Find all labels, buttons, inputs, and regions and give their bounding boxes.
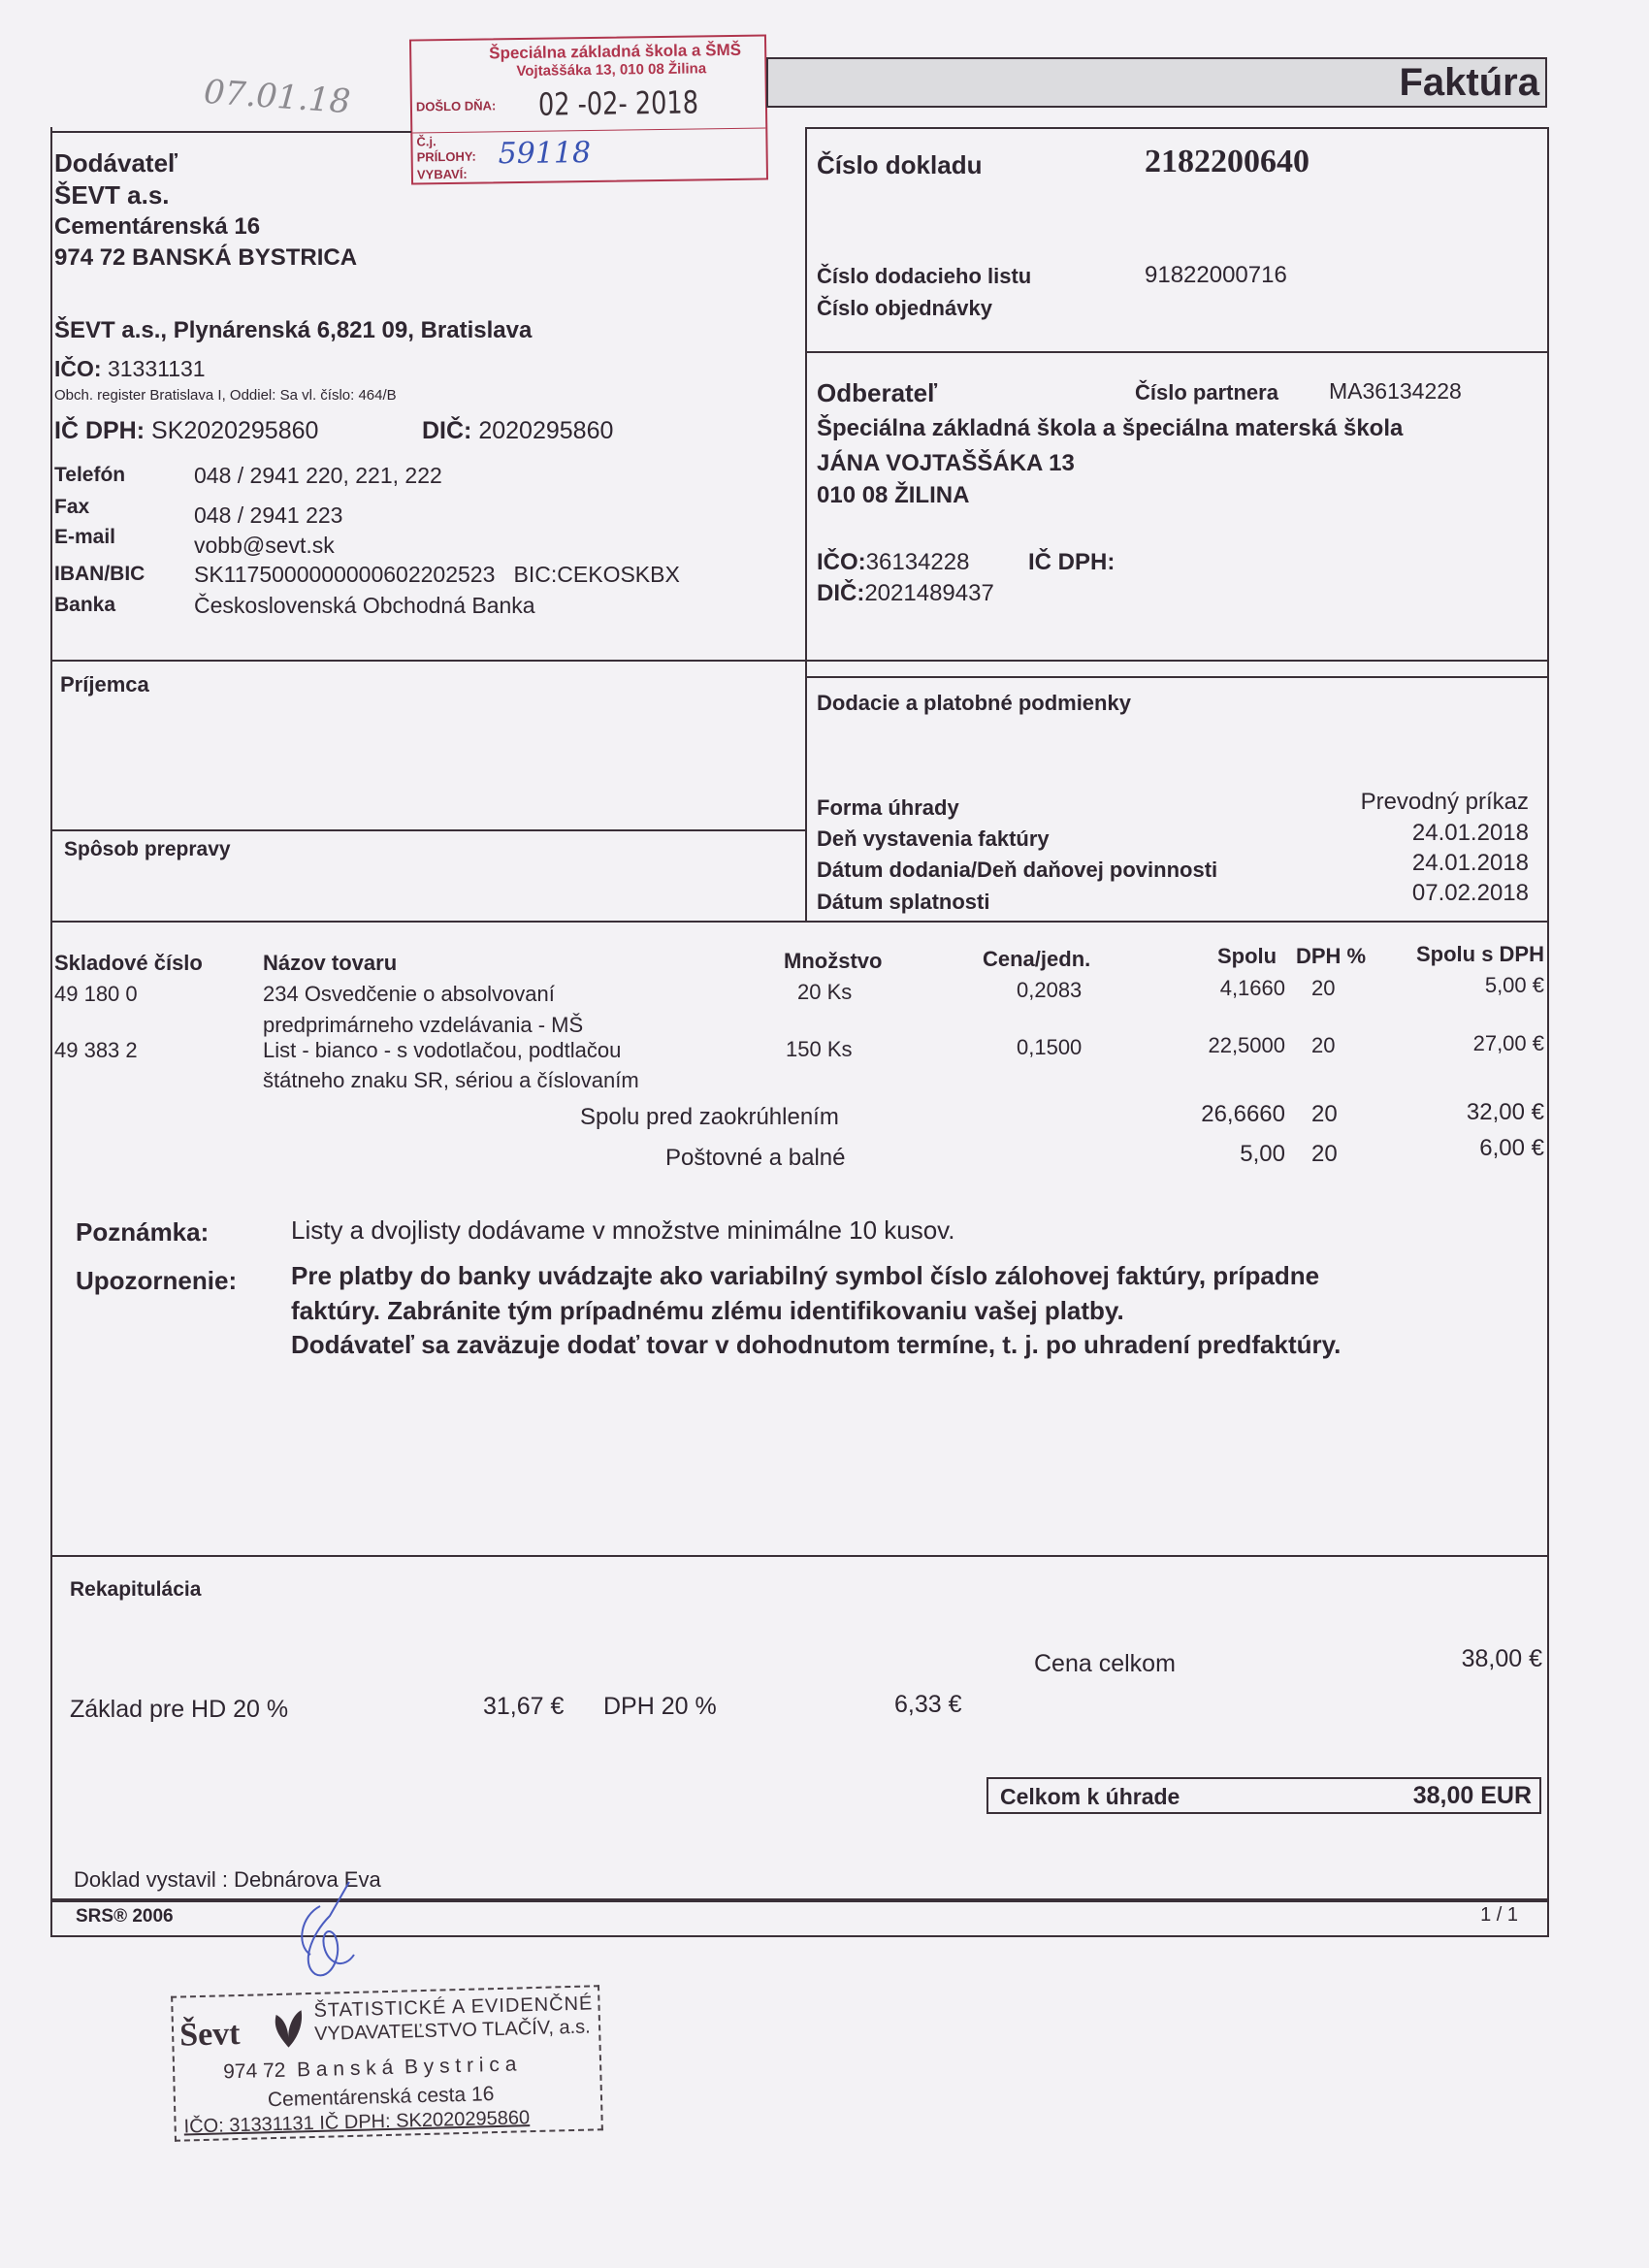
customer-city: 010 08 ŽILINA [817, 482, 970, 508]
subtotal-label: Spolu pred zaokrúhlením [580, 1104, 839, 1130]
recipient-heading: Príjemca [60, 672, 149, 697]
issued-by: Doklad vystavil : Debnárova Eva [74, 1867, 381, 1892]
note-text: Listy a dvojlisty dodávame v množstve minimálne 10 kusov. [291, 1215, 955, 1245]
doc-number: 2182200640 [1145, 144, 1310, 179]
company-stamp [171, 1985, 603, 2142]
partner-number: MA36134228 [1329, 378, 1462, 404]
contact-label-fax: Fax [54, 496, 90, 518]
item-vat: 20 [1311, 976, 1336, 1000]
item-total-vat: 5,00 € [1484, 973, 1544, 997]
supplier-icdph: SK2020295860 [151, 417, 319, 444]
item-total: 22,5000 [1208, 1033, 1285, 1057]
customer-dic-label: DIČ: [817, 580, 865, 606]
stamp-org-name: Špeciálna základná škola a ŠMŠ [489, 40, 742, 63]
recap-heading: Rekapitulácia [70, 1578, 202, 1601]
divider-recap [50, 1555, 1549, 1557]
item-name-line1: List - bianco - s vodotlačou, podtlačou [263, 1038, 622, 1062]
supplier-hq: ŠEVT a.s., Plynárenská 6,821 09, Bratislava [54, 317, 533, 343]
item-total-vat: 27,00 € [1472, 1031, 1544, 1055]
stamp-ref-label: Č.j. [416, 134, 436, 149]
terms-label-delivery-date: Dátum dodania/Deň daňovej povinnosti [817, 858, 1218, 882]
col-header-sku: Skladové číslo [54, 951, 203, 975]
order-number-label: Číslo objednávky [817, 296, 992, 320]
item-name-line1: 234 Osvedčenie o absolvovaní [263, 982, 555, 1006]
terms-value-due-date: 07.02.2018 [1411, 880, 1529, 906]
delivery-note-number: 91822000716 [1145, 262, 1287, 288]
divider-terms [805, 676, 1549, 678]
subtotal-total-vat: 32,00 € [1466, 1099, 1544, 1125]
col-header-unit-price: Cena/jedn. [983, 947, 1091, 971]
stamp-attachments-value: 59118 [498, 135, 592, 172]
item-unit-price: 0,2083 [1017, 978, 1083, 1002]
company-logo: Ševt [178, 2015, 241, 2054]
customer-name: Špeciálna základná škola a špeciálna materská škola [817, 415, 1404, 441]
company-stamp-line1: ŠTATISTICKÉ A EVIDENČNÉ [313, 1993, 594, 2022]
postage-vat: 20 [1311, 1141, 1338, 1167]
terms-label-issue-date: Deň vystavenia faktúry [817, 826, 1050, 851]
terms-heading: Dodacie a platobné podmienky [817, 691, 1131, 715]
warning-line-1: Pre platby do banky uvádzajte ako variabilný symbol číslo zálohovej faktúry, prípadne [291, 1261, 1320, 1290]
supplier-city: 974 72 BANSKÁ BYSTRICA [54, 244, 358, 271]
supplier-register: Obch. register Bratislava I, Oddiel: Sa vl. číslo: 464/B [54, 387, 397, 404]
supplier-ico: 31331131 [107, 356, 206, 381]
supplier-ico-label: IČO: [54, 356, 102, 381]
recap-total-value: 38,00 € [1461, 1645, 1542, 1672]
footer-bar [50, 1898, 1549, 1937]
item-unit-price: 0,1500 [1017, 1035, 1083, 1059]
col-header-vat: DPH % [1296, 944, 1367, 968]
company-stamp-line4: Cementárenská cesta 16 [267, 2083, 495, 2112]
col-header-total-vat: Spolu s DPH [1415, 942, 1544, 966]
divider-transport [50, 829, 805, 831]
divider-customer [805, 351, 1549, 353]
partner-label: Číslo partnera [1135, 380, 1278, 405]
customer-street: JÁNA VOJTAŠŠÁKA 13 [817, 450, 1075, 476]
item-sku: 49 180 0 [54, 982, 138, 1006]
terms-label-payment: Forma úhrady [817, 795, 959, 820]
item-qty: 20 Ks [797, 980, 853, 1004]
handwritten-date: 07.01.18 [202, 72, 352, 122]
contact-label-email: E-mail [54, 526, 116, 548]
contact-value-iban: SK1175000000000602202523 BIC:CEKOSKBX [194, 562, 680, 587]
terms-value-delivery-date: 24.01.2018 [1411, 850, 1529, 876]
signature [291, 1877, 378, 1984]
item-name-line2: predprimárneho vzdelávania - MŠ [263, 1013, 584, 1037]
terms-value-payment: Prevodný príkaz [1360, 789, 1529, 815]
recap-total-label: Cena celkom [1034, 1650, 1176, 1677]
terms-value-issue-date: 24.01.2018 [1411, 820, 1529, 846]
contact-value-phone: 048 / 2941 220, 221, 222 [194, 463, 442, 488]
butterfly-icon [270, 2008, 306, 2050]
customer-heading: Odberateľ [817, 378, 938, 407]
col-header-qty: Množstvo [784, 949, 883, 973]
warning-line-3: Dodávateľ sa zaväzuje dodať tovar v dohodnutom termíne, t. j. po uhradení predfaktúry. [291, 1330, 1342, 1359]
supplier-heading: Dodávateľ [54, 148, 178, 178]
amount-due-box [986, 1777, 1541, 1814]
postage-total-vat: 6,00 € [1479, 1135, 1544, 1161]
note-label: Poznámka: [76, 1217, 210, 1247]
delivery-note-label: Číslo dodacieho listu [817, 264, 1032, 288]
page-number: 1 / 1 [1480, 1904, 1518, 1926]
stamp-org-address: Vojtaššáka 13, 010 08 Žilina [516, 60, 707, 81]
software-label: SRS® 2006 [76, 1906, 174, 1927]
item-vat: 20 [1311, 1033, 1336, 1057]
document-title: Faktúra [1399, 61, 1539, 104]
supplier-street: Cementárenská 16 [54, 213, 261, 240]
frame-top-right [805, 127, 1549, 129]
recap-vat-value: 6,33 € [894, 1691, 962, 1718]
customer-ico-label: IČO: [817, 549, 866, 575]
divider-items [50, 921, 1549, 923]
divider-recipient [50, 660, 1549, 662]
stamp-received-label: DOŠLO DŇA: [415, 98, 497, 114]
amount-due-value: 38,00 EUR [1412, 1782, 1532, 1809]
contact-value-bank: Československá Obchodná Banka [194, 593, 535, 618]
title-band [766, 57, 1547, 108]
subtotal-total: 26,6660 [1201, 1101, 1285, 1127]
warning-line-2: faktúry. Zabránite tým prípadnému zlému identifikovaniu vašej platby. [291, 1296, 1124, 1325]
postage-total: 5,00 [1240, 1141, 1285, 1167]
company-stamp-line5: IČO: 31331131 IČ DPH: SK2020295860 [183, 2107, 531, 2138]
doc-number-label: Číslo dokladu [817, 150, 983, 179]
stamp-handled-label: VYBAVÍ: [416, 166, 468, 182]
subtotal-vat: 20 [1311, 1101, 1338, 1127]
item-qty: 150 Ks [786, 1037, 853, 1061]
customer-dic: 2021489437 [864, 580, 994, 606]
col-header-total: Spolu [1217, 944, 1277, 968]
customer-icdph-label: IČ DPH: [1028, 549, 1116, 575]
supplier-name: ŠEVT a.s. [54, 180, 170, 210]
recap-vat-label: DPH 20 % [603, 1693, 717, 1720]
contact-value-fax: 048 / 2941 223 [194, 502, 343, 528]
contact-label-bank: Banka [54, 594, 116, 616]
col-header-name: Názov tovaru [263, 951, 398, 975]
item-sku: 49 383 2 [54, 1038, 138, 1062]
amount-due-label: Celkom k úhrade [1000, 1784, 1180, 1809]
postage-label: Poštovné a balné [665, 1145, 846, 1171]
item-name-line2: štátneho znaku SR, sériou a číslovaním [263, 1068, 639, 1092]
supplier-dic-label: DIČ: [422, 417, 472, 444]
terms-label-due-date: Dátum splatnosti [817, 890, 990, 914]
recap-base-value: 31,67 € [483, 1693, 565, 1720]
stamp-attachments-label: PRÍLOHY: [416, 148, 476, 165]
supplier-icdph-label: IČ DPH: [54, 417, 146, 444]
warning-label: Upozornenie: [76, 1266, 238, 1295]
company-stamp-line3: 974 72 B a n s k á B y s t r i c a [222, 2053, 517, 2084]
contact-label-iban: IBAN/BIC [54, 563, 146, 585]
item-total: 4,1660 [1219, 976, 1285, 1000]
company-stamp-line2: VYDAVATEĽSTVO TLAČÍV, a.s. [313, 2016, 591, 2045]
recap-base-label: Základ pre HD 20 % [70, 1696, 289, 1723]
stamp-received-date: 02 -02- 2018 [537, 83, 699, 123]
contact-label-phone: Telefón [54, 464, 126, 486]
column-divider [805, 127, 807, 923]
customer-ico: 36134228 [865, 549, 970, 575]
contact-value-email[interactable]: vobb@sevt.sk [194, 533, 335, 558]
transport-heading: Spôsob prepravy [64, 838, 231, 860]
supplier-dic: 2020295860 [478, 417, 614, 444]
